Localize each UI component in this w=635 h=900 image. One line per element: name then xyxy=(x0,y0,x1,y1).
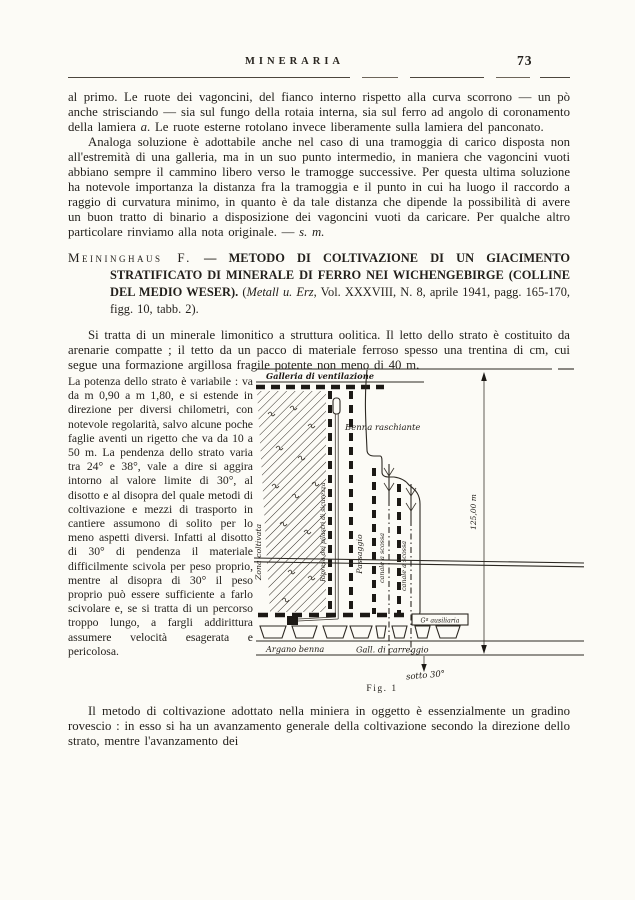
label-zona-coltivata: Zona coltivata xyxy=(254,523,263,581)
paragraph-tramoggia-text: Analoga soluzione è adottabile anche nel caso di una tramoggia di carico disposta non all'estremità di una galleria, ma in un suo punto intermedio, in maniera che vagoncini vuoti abbiano sempre il cammino libero verso le tramogge successive. Per questa ultima soluzione ha notevole importanza la distanza fra la tramoggia e il punto in cui ha luogo il raccordo a raggio di curvatura minimo, in quanto è da tale distanza che dipende la possibilità di avere un buon tratto di binario a disposizione dei vagoncini vuoti da caricare. Per qualche altro particolare rinviamo alla nota originale. — xyxy=(68,135,570,239)
label-ripresa-pilastri: Ripresa dei pilastri di sicurezza xyxy=(320,482,327,582)
citation-open-paren: ( xyxy=(242,285,247,299)
label-galleria-ventilazione: Galleria di ventilazione xyxy=(266,371,375,381)
label-passaggio: Passaggio xyxy=(355,534,364,574)
stope-face-profile xyxy=(365,370,420,616)
label-canale-1: canale a scossa xyxy=(378,532,386,584)
citation-journal: Metall u. Erz xyxy=(246,285,314,299)
label-argano-benna: Argano benna xyxy=(266,644,325,654)
text-column xyxy=(68,90,570,749)
scraper-bucket-icon xyxy=(333,398,340,414)
haulage-gallery xyxy=(256,614,584,655)
page-number: 73 xyxy=(517,53,533,68)
article-title: METODO DI COLTIVAZIONE DI UN GIACIMENTO STRATIFICATO DI MINERALE DI FERRO NEI WICHENGEBIRGE (COLLINE DEL MEDIO WESER). xyxy=(110,251,570,299)
narrow-column-paragraph: La potenza dello strato è variabile : va da m 0,90 a m 1,80, e si estende in direzione per diversi chilometri, con notevole regolarità, salvo alcune poche faglie aventi un rigetto che va da 10 a 50 m. La pendenza dello strato varia tra 24° e 38°, vale a dire si aggira intorno al valore limite di 30°, al disotto e al disopra del quale metodi di coltivazione e mezzi di trasporto in cantiere assumono di solito per lo meno aspetti diversi. Infatti al disotto di 30° di pendenza il materiale difficilmente scivola per peso proprio, mentre al disopra di 30° il peso proprio può essere sufficiente a farlo scivolare e, se si tratta di un percorso troppo lungo, a fargli addirittura assumere velocità esagerata e pericolosa. xyxy=(68,375,253,658)
header-rule xyxy=(68,77,570,78)
figure-caption: Fig. 1 xyxy=(366,684,398,694)
label-benna-raschiante: Benna raschiante xyxy=(345,423,421,433)
paragraph-intro: Si tratta di un minerale limonitico a struttura oolitica. Il letto dello strato è costituito da arenarie compatte ; il tetto da un pacco di materiale ferroso spesso una trentina di cm, cui segue una formazione argillosa fragile potente non meno di 40 m. xyxy=(68,328,570,372)
paragraph-continuation xyxy=(68,90,570,135)
label-quota-125m: 125,00 m xyxy=(469,494,478,530)
reviewer-initials: s. m. xyxy=(299,225,325,239)
column-and-figure-region xyxy=(68,371,570,701)
label-canale-2: canale a scossa xyxy=(400,540,408,592)
running-head: MINERARIA xyxy=(245,56,344,67)
author-title-separator: — xyxy=(191,251,229,265)
paragraph-continuation-text-2: . Le ruote esterne rotolano invece liberamente sulla lamiera del panconato. xyxy=(147,120,544,134)
figure-1 xyxy=(254,364,588,704)
article-author: Meininghaus F. xyxy=(68,250,192,265)
citation-details: , Vol. XXXVIII, N. 8, aprile 1941, pagg. 165-170, figg. 10, tabb. 2). xyxy=(110,285,571,316)
mined-out-zone xyxy=(254,391,326,612)
label-galleria-carreggio: Gall. di carreggio xyxy=(356,644,429,655)
ventilation-gallery xyxy=(256,369,574,387)
paragraph-final: Il metodo di coltivazione adottato nella miniera in oggetto è essenzialmente un gradino rovescio : in esso si ha un avanzamento generale della coltivazione secondo la direzione dello strato, mentre l'avanzamento dei xyxy=(68,704,570,748)
label-sotto-30: sotto 30° xyxy=(405,669,446,683)
label-galleria-ausiliaria: Gª ausiliaria xyxy=(420,617,460,625)
paragraph-tramoggia xyxy=(68,135,570,240)
lamiera-ref-italic: a xyxy=(140,120,148,134)
gallery-pillars xyxy=(260,626,460,638)
paragraph-continuation-text: al primo. Le ruote dei vagoncini, del fianco interno rispetto alla curva scorrono — un pò anche strisciando — sia sul fungo della rotaia interna, sia sul ferro ad angolo di coronamento della lamiera xyxy=(68,90,570,134)
mining-method-diagram xyxy=(254,364,588,704)
article-heading xyxy=(68,249,570,318)
dip-direction xyxy=(406,656,446,683)
winch-icon xyxy=(287,616,298,625)
dimension-125m xyxy=(469,372,487,654)
